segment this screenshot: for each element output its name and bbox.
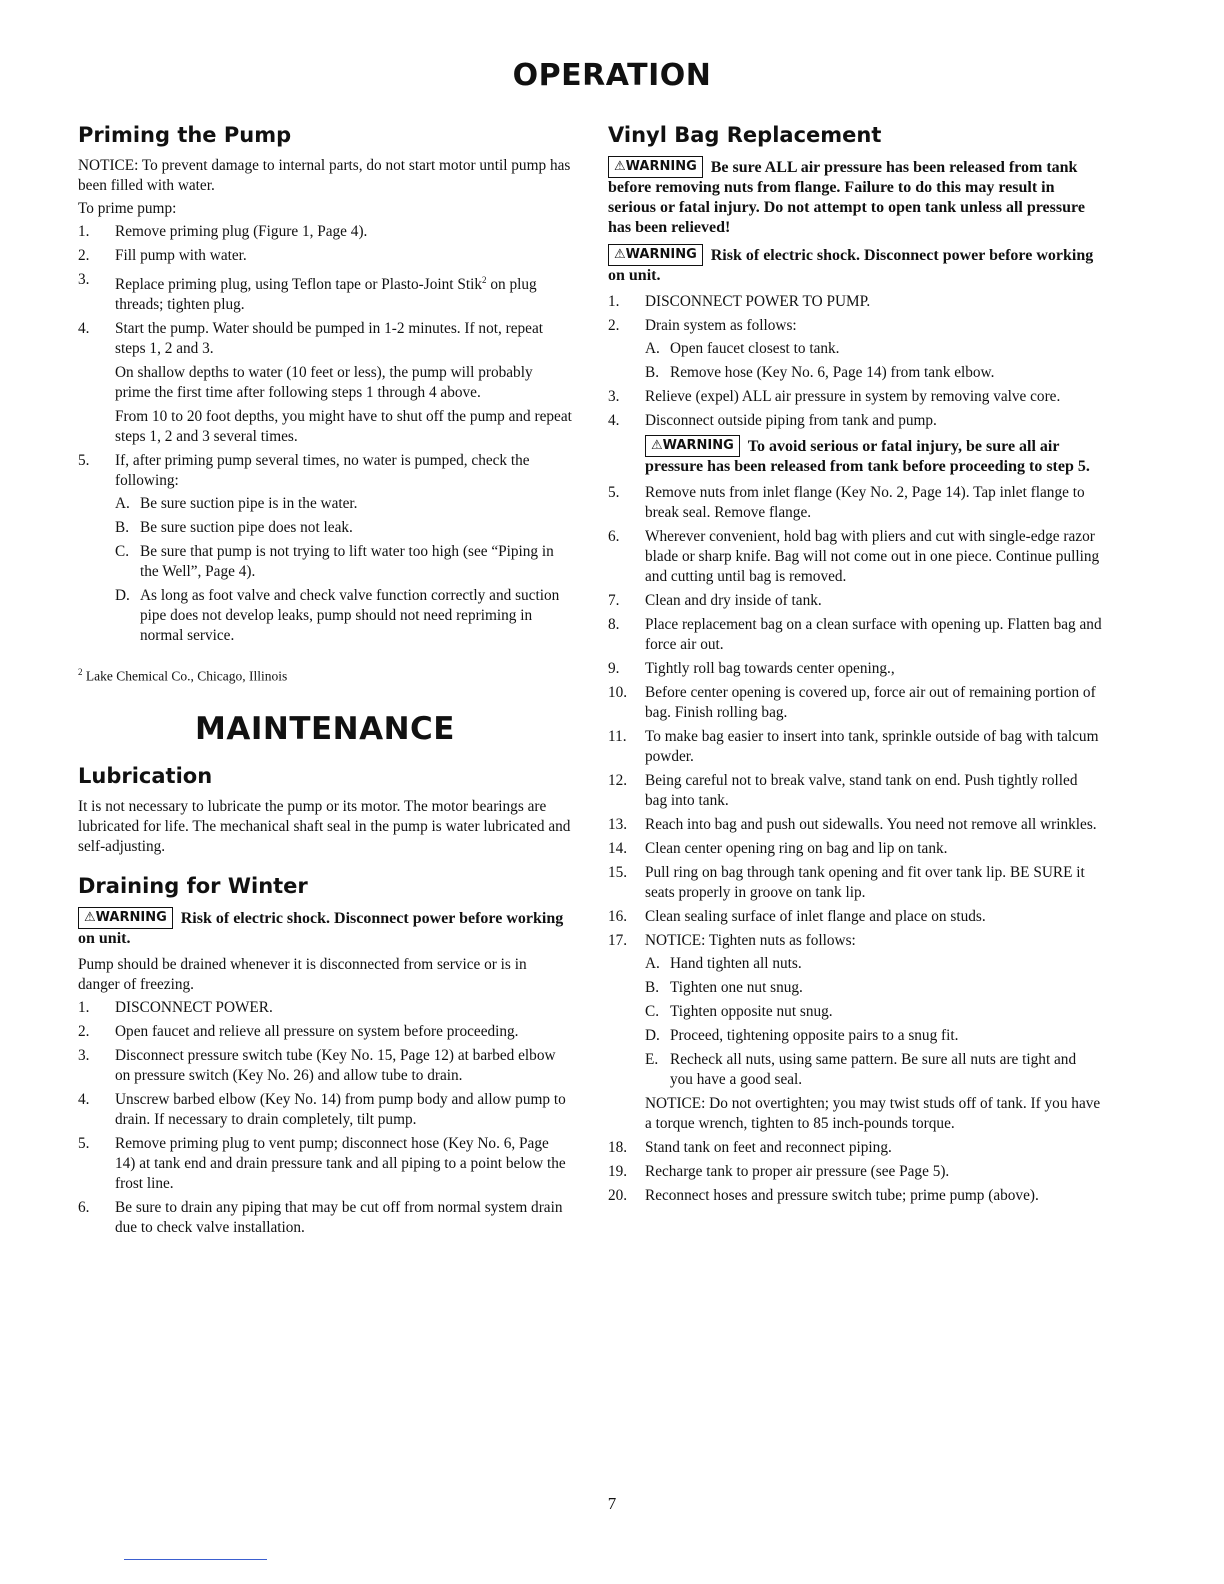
warning-text: Be sure ALL air pressure has been released from tank before removing nuts from flange. Failure to do this may result in serious or fatal injury. Do not attempt to open tank unless all pressure has been relieved! xyxy=(608,159,1085,236)
sub-text: Recheck all nuts, using same pattern. Be sure all nuts are tight and you have a good seal. xyxy=(670,1051,1077,1088)
notice-text: To prevent damage to internal parts, do not start motor until pump has been filled with water. xyxy=(78,157,571,194)
step-number: 19. xyxy=(608,1163,628,1180)
warning-label: WARNING xyxy=(625,247,697,262)
step-text: Disconnect outside piping from tank and pump. xyxy=(645,412,937,429)
draining-heading: Draining for Winter xyxy=(78,873,308,898)
step-text: Start the pump. Water should be pumped in 1-2 minutes. If not, repeat steps 1, 2 and 3. xyxy=(115,320,543,358)
vinyl-warning-2 xyxy=(608,244,1102,286)
list-item xyxy=(78,1134,572,1194)
step-text: Remove nuts from inlet flange (Key No. 2, Page 14). Tap inlet flange to break seal. Remove flange. xyxy=(645,484,1085,521)
sub-text: Remove hose (Key No. 6, Page 14) from tank elbow. xyxy=(670,364,995,381)
sub-letter: B. xyxy=(115,519,130,537)
step-number: 6. xyxy=(78,1198,90,1216)
step-text: Be sure to drain any piping that may be cut off from normal system drain due to check valve installation. xyxy=(115,1198,563,1236)
warning-text: To avoid serious or fatal injury, be sure all air pressure has been released from tank before proceeding to step 5. xyxy=(645,438,1090,475)
list-item xyxy=(608,483,1102,523)
step-text: DISCONNECT POWER TO PUMP. xyxy=(645,293,871,310)
vinyl-heading: Vinyl Bag Replacement xyxy=(608,123,882,147)
notice-label: NOTICE: xyxy=(645,932,706,949)
step-text-cont: on plug threads; tighten plug. xyxy=(115,276,537,314)
warning-badge xyxy=(608,156,703,178)
list-item xyxy=(608,591,1102,611)
warning-label: WARNING xyxy=(95,909,167,925)
step-text: Remove priming plug (Figure 1, Page 4). xyxy=(115,223,368,240)
step-number: 14. xyxy=(608,840,628,857)
draining-warning xyxy=(78,907,572,949)
notice-label: NOTICE: xyxy=(78,157,139,174)
list-item xyxy=(608,316,1102,383)
list-item xyxy=(608,839,1102,859)
warning-icon: ⚠ xyxy=(651,438,663,453)
step-number: 4. xyxy=(78,1090,90,1108)
step-number: 6. xyxy=(608,528,620,545)
step-number: 18. xyxy=(608,1139,628,1156)
step-number: 3. xyxy=(78,271,90,288)
step-text: Recharge tank to proper air pressure (see Page 5). xyxy=(645,1163,950,1180)
list-item xyxy=(608,931,1102,1134)
list-item xyxy=(78,1046,572,1086)
sub-steps xyxy=(645,339,1102,383)
list-item xyxy=(608,1138,1102,1158)
step-number: 1. xyxy=(608,293,620,310)
step-number: 4. xyxy=(608,412,620,429)
list-item xyxy=(78,1022,572,1042)
sub-text: Hand tighten all nuts. xyxy=(670,955,802,972)
step-number: 17. xyxy=(608,932,628,949)
step-text: Reach into bag and push out sidewalls. You need not remove all wrinkles. xyxy=(645,816,1097,833)
step-text: Tightly roll bag towards center opening., xyxy=(645,660,895,677)
list-item xyxy=(78,246,572,266)
footnote-text: Lake Chemical Co., Chicago, Illinois xyxy=(85,668,288,684)
sub-steps xyxy=(645,954,1102,1090)
list-item xyxy=(608,615,1102,655)
warning-text: Risk of electric shock. Disconnect power before working on unit. xyxy=(78,909,564,947)
page-number: 7 xyxy=(607,1494,617,1513)
step-text: Disconnect pressure switch tube (Key No. 15, Page 12) at barbed elbow on pressure switch (Key No. 26) and allow tube to drain. xyxy=(115,1046,556,1084)
sub-item xyxy=(115,586,572,646)
step-number: 5. xyxy=(608,484,620,501)
right-column xyxy=(608,120,1102,1210)
sub-item xyxy=(645,339,1102,359)
draining-intro: Pump should be drained whenever it is disconnected from service or is in danger of freezing. xyxy=(78,955,527,993)
step-text: Pull ring on bag through tank opening and fit over tank lip. BE SURE it seats properly in groove on tank lip. xyxy=(645,864,1085,901)
left-column xyxy=(78,120,572,1242)
sub-text: Tighten opposite nut snug. xyxy=(670,1003,833,1020)
step-number: 2. xyxy=(608,317,620,334)
step-text: DISCONNECT POWER. xyxy=(115,998,273,1016)
priming-heading: Priming the Pump xyxy=(78,123,292,147)
step-number: 5. xyxy=(78,1134,90,1152)
list-item xyxy=(608,771,1102,811)
step-text: Tighten nuts as follows: xyxy=(708,932,856,949)
step-number: 4. xyxy=(78,320,90,338)
list-item xyxy=(78,222,572,242)
step-number: 9. xyxy=(608,660,620,677)
lubrication-heading: Lubrication xyxy=(78,763,213,788)
draining-steps xyxy=(78,998,572,1238)
step-text: If, after priming pump several times, no water is pumped, check the following: xyxy=(115,452,530,490)
page-title: OPERATION xyxy=(512,58,712,93)
list-item xyxy=(608,863,1102,903)
sub-letter: A. xyxy=(645,340,660,357)
step-number: 13. xyxy=(608,816,628,833)
list-item xyxy=(78,1090,572,1130)
footnote-mark: 2 xyxy=(78,667,83,678)
list-item xyxy=(608,292,1102,312)
list-item xyxy=(608,907,1102,927)
step-number: 10. xyxy=(608,684,628,701)
step-number: 7. xyxy=(608,592,620,609)
notice-label: NOTICE: xyxy=(645,1095,706,1112)
sub-text: Proceed, tightening opposite pairs to a snug fit. xyxy=(670,1027,959,1044)
footnote xyxy=(78,662,572,687)
step-number: 16. xyxy=(608,908,628,925)
step-number: 15. xyxy=(608,864,628,881)
warning-text: Risk of electric shock. Disconnect power before working on unit. xyxy=(608,247,1094,284)
step-number: 20. xyxy=(608,1187,628,1204)
sub-item xyxy=(645,1002,1102,1022)
step-text: Place replacement bag on a clean surface with opening up. Flatten bag and force air out. xyxy=(645,616,1102,653)
warning-label: WARNING xyxy=(662,438,734,453)
step-text: Unscrew barbed elbow (Key No. 14) from pump body and allow pump to drain. If necessary to drain completely, tilt pump. xyxy=(115,1090,566,1128)
step-warning xyxy=(645,435,1102,477)
sub-item xyxy=(645,1050,1102,1090)
sub-letter: B. xyxy=(645,364,660,381)
step-text: Stand tank on feet and reconnect piping. xyxy=(645,1139,892,1156)
sub-letter: E. xyxy=(645,1051,659,1068)
sub-letter: A. xyxy=(115,495,130,513)
sub-item xyxy=(115,494,572,514)
sub-letter: D. xyxy=(645,1027,660,1044)
step-text: Before center opening is covered up, force air out of remaining portion of bag. Finish rolling bag. xyxy=(645,684,1096,721)
list-item xyxy=(78,319,572,447)
sub-letter: D. xyxy=(115,587,130,605)
priming-intro: To prime pump: xyxy=(78,200,177,217)
list-item xyxy=(78,451,572,646)
step-paragraph: From 10 to 20 foot depths, you might have to shut off the pump and repeat steps 1, 2 and 3 several times. xyxy=(115,408,572,446)
step-number: 3. xyxy=(78,1046,90,1064)
sub-text: Tighten one nut snug. xyxy=(670,979,803,996)
step-text: Being careful not to break valve, stand tank on end. Push tightly rolled bag into tank. xyxy=(645,772,1078,809)
maintenance-title: MAINTENANCE xyxy=(195,710,455,747)
sub-item xyxy=(645,978,1102,998)
warning-badge xyxy=(608,244,703,266)
priming-notice xyxy=(78,156,572,196)
step-number: 3. xyxy=(608,388,620,405)
sub-item xyxy=(115,518,572,538)
warning-badge xyxy=(78,907,173,929)
step-text: Open faucet and relieve all pressure on system before proceeding. xyxy=(115,1022,519,1040)
sub-text: Be sure suction pipe is in the water. xyxy=(140,495,358,513)
sub-letter: C. xyxy=(645,1003,660,1020)
sub-item xyxy=(645,1026,1102,1046)
sub-item xyxy=(645,363,1102,383)
step-text: Replace priming plug, using Teflon tape or Plasto-Joint Stik xyxy=(115,276,483,294)
step-text: Clean center opening ring on bag and lip on tank. xyxy=(645,840,948,857)
step-notice xyxy=(645,1094,1102,1134)
list-item xyxy=(608,815,1102,835)
warning-icon: ⚠ xyxy=(614,159,626,174)
list-item xyxy=(608,387,1102,407)
warning-badge xyxy=(645,435,740,457)
step-text: Remove priming plug to vent pump; disconnect hose (Key No. 6, Page 14) at tank end and drain pressure tank and all piping to a point below the frost line. xyxy=(115,1134,566,1192)
step-text: Drain system as follows: xyxy=(645,317,797,334)
sub-text: Be sure that pump is not trying to lift water too high (see “Piping in the Well”, Page 4). xyxy=(140,543,554,581)
step-number: 11. xyxy=(608,728,627,745)
warning-label: WARNING xyxy=(625,159,697,174)
step-text: Clean sealing surface of inlet flange and place on studs. xyxy=(645,908,986,925)
step-text: Relieve (expel) ALL air pressure in system by removing valve core. xyxy=(645,388,1061,405)
list-item xyxy=(608,727,1102,767)
list-item xyxy=(608,659,1102,679)
list-item xyxy=(608,683,1102,723)
list-item xyxy=(608,1162,1102,1182)
footer-rule xyxy=(124,1559,267,1560)
step-number: 5. xyxy=(78,452,90,470)
step-text: Fill pump with water. xyxy=(115,247,247,264)
step-text: Clean and dry inside of tank. xyxy=(645,592,822,609)
sub-text: As long as foot valve and check valve function correctly and suction pipe does not develop leaks, pump should not need repriming in normal service. xyxy=(140,587,560,645)
lubrication-text: It is not necessary to lubricate the pump or its motor. The motor bearings are lubricated for life. The mechanical shaft seal in the pump is water lubricated and self-adjusting. xyxy=(78,797,571,855)
sub-letter: C. xyxy=(115,543,130,561)
vinyl-steps xyxy=(608,292,1102,1206)
list-item xyxy=(78,998,572,1018)
notice-text: Do not overtighten; you may twist studs off of tank. If you have a torque wrench, tighten to 85 inch-pounds torque. xyxy=(645,1095,1101,1132)
list-item xyxy=(78,270,572,315)
sub-item xyxy=(115,542,572,582)
step-text: Reconnect hoses and pressure switch tube; prime pump (above). xyxy=(645,1187,1039,1204)
sub-text: Open faucet closest to tank. xyxy=(670,340,840,357)
step-number: 2. xyxy=(78,247,90,264)
step-text: To make bag easier to insert into tank, sprinkle outside of bag with talcum powder. xyxy=(645,728,1099,765)
step-paragraph: On shallow depths to water (10 feet or less), the pump will probably prime the first time after following steps 1 through 4 above. xyxy=(115,364,533,402)
list-item xyxy=(78,1198,572,1238)
vinyl-warning-1 xyxy=(608,156,1102,238)
sub-text: Be sure suction pipe does not leak. xyxy=(140,519,353,537)
step-number: 2. xyxy=(78,1022,90,1040)
footnote-ref: 2 xyxy=(482,275,487,285)
priming-steps xyxy=(78,222,572,646)
step-number: 8. xyxy=(608,616,620,633)
step-number: 1. xyxy=(78,223,90,240)
sub-item xyxy=(645,954,1102,974)
warning-icon: ⚠ xyxy=(84,909,96,925)
sub-letter: B. xyxy=(645,979,660,996)
step-number: 1. xyxy=(78,998,90,1016)
list-item xyxy=(608,1186,1102,1206)
warning-icon: ⚠ xyxy=(614,247,626,262)
sub-letter: A. xyxy=(645,955,660,972)
sub-steps xyxy=(115,494,572,646)
list-item xyxy=(608,411,1102,477)
step-text: Wherever convenient, hold bag with pliers and cut with single-edge razor blade or sharp knife. Bag will not come out in one piece. Continue pulling and cutting until bag is removed. xyxy=(645,528,1100,585)
list-item xyxy=(608,527,1102,587)
step-number: 12. xyxy=(608,772,628,789)
